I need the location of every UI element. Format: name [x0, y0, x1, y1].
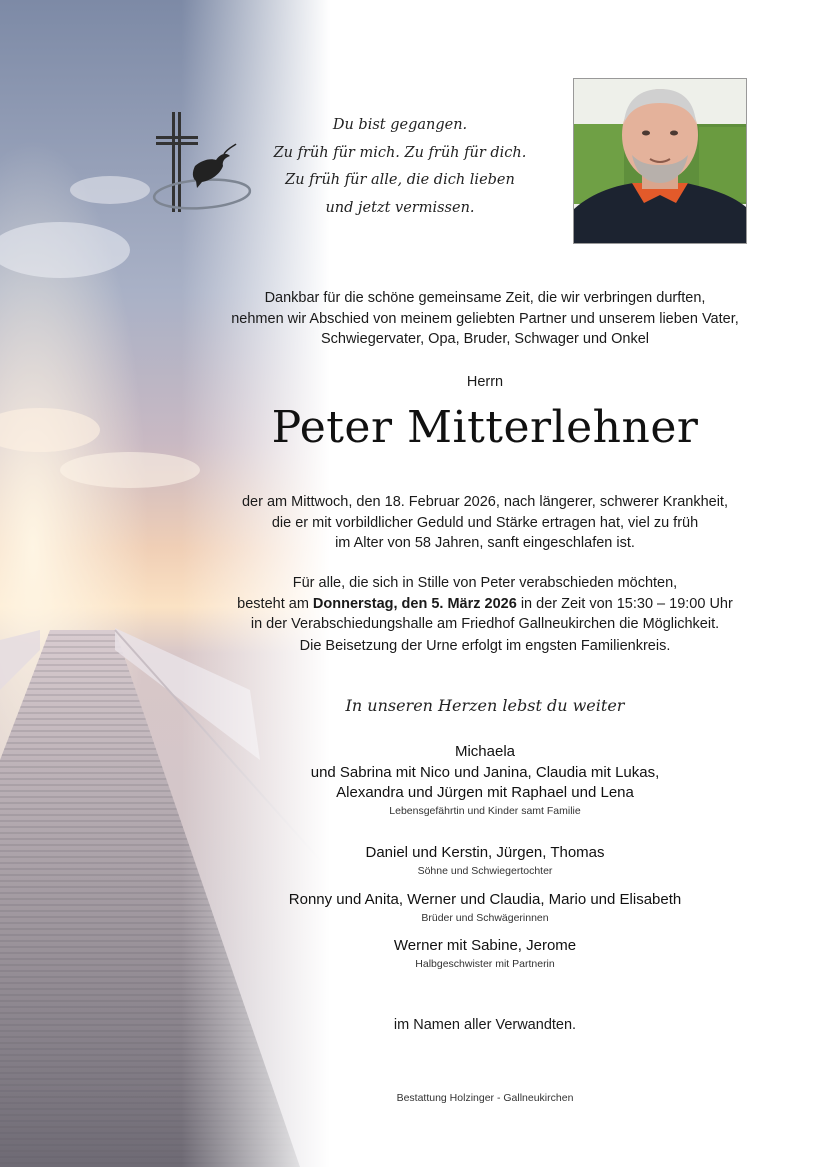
- poem: [250, 112, 550, 222]
- death-notice: [200, 492, 770, 554]
- family-relation: Brüder und Schwägerinnen: [421, 911, 549, 924]
- intro-line: Schwiegervater, Opa, Bruder, Schwager und Onkel: [320, 331, 650, 348]
- memorial-phrase: In unseren Herzen lebst du weiter: [345, 696, 625, 715]
- family-names: Michaela: [454, 743, 516, 760]
- portrait-photo: [573, 78, 747, 244]
- poem-line: und jetzt vermissen.: [325, 199, 475, 216]
- poem-line: Zu früh für mich. Zu früh für dich.: [273, 144, 527, 161]
- family-relation: Söhne und Schwiegertochter: [417, 864, 553, 877]
- death-line: die er mit vorbildlicher Geduld und Stärke ertragen hat, viel zu früh: [271, 514, 699, 531]
- intro-line: nehmen wir Abschied von meinem geliebten Partner und unserem lieben Vater,: [231, 310, 739, 327]
- salutation: Herrn: [466, 374, 504, 390]
- family-names: Daniel und Kerstin, Jürgen, Thomas: [365, 844, 605, 861]
- intro-text: [200, 288, 770, 350]
- closing-line: im Namen aller Verwandten.: [393, 1017, 577, 1033]
- death-line: der am Mittwoch, den 18. Februar 2026, nach längerer, schwerer Krankheit,: [241, 494, 728, 510]
- family-group: [200, 936, 770, 971]
- burial-text: Die Beisetzung der Urne erfolgt im engsten Familienkreis.: [299, 638, 671, 654]
- death-line: im Alter von 58 Jahren, sanft eingeschlafen ist.: [335, 535, 635, 552]
- service-line: in der Verabschiedungshalle am Friedhof Gallneukirchen die Möglichkeit.: [250, 616, 720, 633]
- family-names: Werner mit Sabine, Jerome: [393, 937, 577, 954]
- family-group: [200, 843, 770, 878]
- family-group: [200, 742, 770, 818]
- family-names: Alexandra und Jürgen mit Raphael und Lena: [336, 784, 634, 801]
- cross-dove-icon: [150, 108, 255, 218]
- deceased-name: Peter Mitterlehner: [271, 402, 699, 453]
- service-time: in der Zeit von 15:30 – 19:00 Uhr: [516, 595, 733, 612]
- family-relation: Halbgeschwister mit Partnerin: [415, 957, 555, 970]
- family-names: und Sabrina mit Nico und Janina, Claudia mit Lukas,: [310, 763, 660, 781]
- family-names: Ronny und Anita, Werner und Claudia, Mario und Elisabeth: [288, 891, 682, 908]
- service-line: Für alle, die sich in Stille von Peter verabschieden möchten,: [292, 575, 678, 591]
- poem-line: Du bist gegangen.: [332, 117, 468, 133]
- farewell-service-text: [200, 573, 770, 635]
- family-relation: Lebensgefährtin und Kinder samt Familie: [389, 804, 581, 817]
- family-group: [200, 890, 770, 925]
- service-line: [200, 594, 770, 615]
- poem-line: Zu früh für alle, die dich lieben: [285, 172, 515, 188]
- service-date: Donnerstag, den 5. März 2026: [312, 595, 517, 612]
- funeral-home: Bestattung Holzinger - Gallneukirchen: [396, 1092, 574, 1104]
- intro-line: Dankbar für die schöne gemeinsame Zeit, die wir verbringen durften,: [264, 290, 706, 306]
- service-pre: besteht am: [237, 595, 313, 612]
